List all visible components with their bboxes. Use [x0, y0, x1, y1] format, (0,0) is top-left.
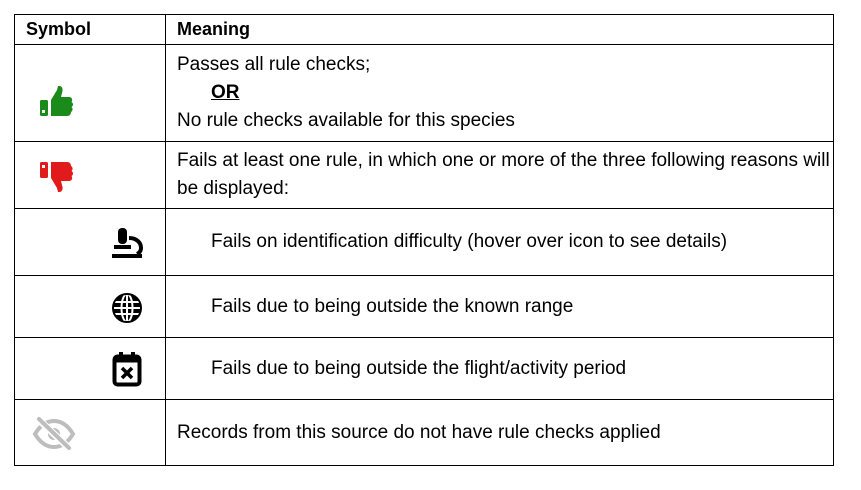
table-row-fails: [15, 142, 834, 209]
no-checks-text: No rule checks available for this species: [177, 110, 515, 131]
symbol-cell: [15, 209, 166, 276]
microscope-icon: [110, 226, 144, 260]
symbol-cell: [15, 142, 166, 209]
or-text: OR: [211, 82, 240, 103]
header-row: [15, 15, 834, 45]
meaning-cell: [166, 400, 834, 466]
thumbs-down-icon: [38, 158, 76, 194]
fails-text: Fails at least one rule, in which one or more of the three following reasons will be displayed:: [177, 150, 830, 199]
meaning-cell: [166, 276, 834, 338]
calendar-x-icon: [112, 351, 142, 387]
identification-text: Fails on identification difficulty (hover over icon to see details): [211, 231, 728, 252]
range-text: Fails due to being outside the known range: [211, 295, 574, 317]
globe-icon: [110, 291, 144, 325]
meaning-cell: [166, 209, 834, 276]
table-row-range: [15, 276, 834, 338]
symbol-cell: [15, 400, 166, 466]
meaning-cell: [166, 142, 834, 209]
table-row-identification: [15, 209, 834, 276]
table-row-no-checks: [15, 400, 834, 466]
period-text: Fails due to being outside the flight/activity period: [211, 357, 627, 379]
symbol-cell: [15, 45, 166, 142]
eye-slash-icon: [32, 417, 76, 451]
symbol-column-header: Symbol: [15, 15, 166, 45]
meaning-column-header: Meaning: [166, 15, 834, 45]
meaning-cell: [166, 338, 834, 400]
no-checks-source-text: Records from this source do not have rule checks applied: [177, 421, 661, 443]
table-row-period: [15, 338, 834, 400]
symbol-cell: [15, 276, 166, 338]
meaning-cell: [166, 45, 834, 142]
thumbs-up-icon: [38, 84, 76, 120]
legend-table: [14, 14, 834, 466]
symbol-cell: [15, 338, 166, 400]
passes-text: Passes all rule checks;: [177, 54, 371, 75]
table-row-passes: [15, 45, 834, 142]
